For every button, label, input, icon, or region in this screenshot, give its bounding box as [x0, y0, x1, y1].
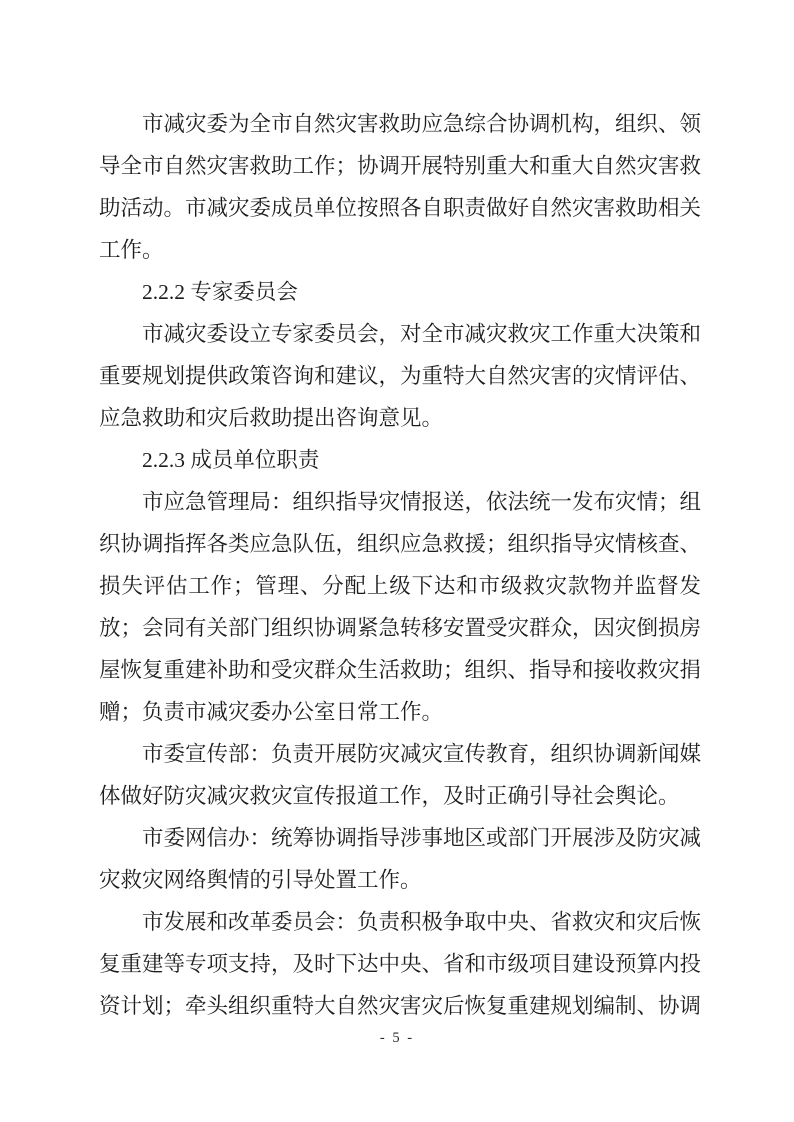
body-paragraph: 市发展和改革委员会：负责积极争取中央、省救灾和灾后恢复重建等专项支持，及时下达中央、省和市级项目建设预算内投资计划；牵头组织重特大自然灾害灾后恢复重建规划编制、协调 — [99, 910, 702, 1018]
document-body — [99, 103, 701, 1027]
page-number: - 5 - — [379, 1030, 415, 1046]
body-paragraph: 市减灾委设立专家委员会，对全市减灾救灾工作重大决策和重要规划提供政策咨询和建议，为重特大自然灾害的灾情评估、应急救助和灾后救助提出咨询意见。 — [99, 322, 702, 430]
body-paragraph: 市委网信办：统筹协调指导涉事地区或部门开展涉及防灾减灾救灾网络舆情的引导处置工作。 — [99, 826, 702, 892]
body-paragraph: 市减灾委为全市自然灾害救助应急综合协调机构，组织、领导全市自然灾害救助工作；协调开展特别重大和重大自然灾害救助活动。市减灾委成员单位按照各自职责做好自然灾害救助相关工作。 — [99, 112, 702, 262]
section-heading-2-2-3: 2.2.3 成员单位职责 — [142, 448, 320, 472]
body-paragraph: 市委宣传部：负责开展防灾减灾宣传教育，组织协调新闻媒体做好防灾减灾救灾宣传报道工作，及时正确引导社会舆论。 — [99, 742, 702, 808]
section-heading-2-2-2: 2.2.2 专家委员会 — [142, 280, 298, 304]
body-paragraph: 市应急管理局：组织指导灾情报送，依法统一发布灾情；组织协调指挥各类应急队伍，组织应急救援；组织指导灾情核查、损失评估工作；管理、分配上级下达和市级救灾款物并监督发放；会同有关部门组织协调紧急转移安置受灾群众，因灾倒损房屋恢复重建补助和受灾群众生活救助；组织、指导和接收救灾捐赠；负责市减灾委办公室日常工作。 — [99, 490, 702, 724]
